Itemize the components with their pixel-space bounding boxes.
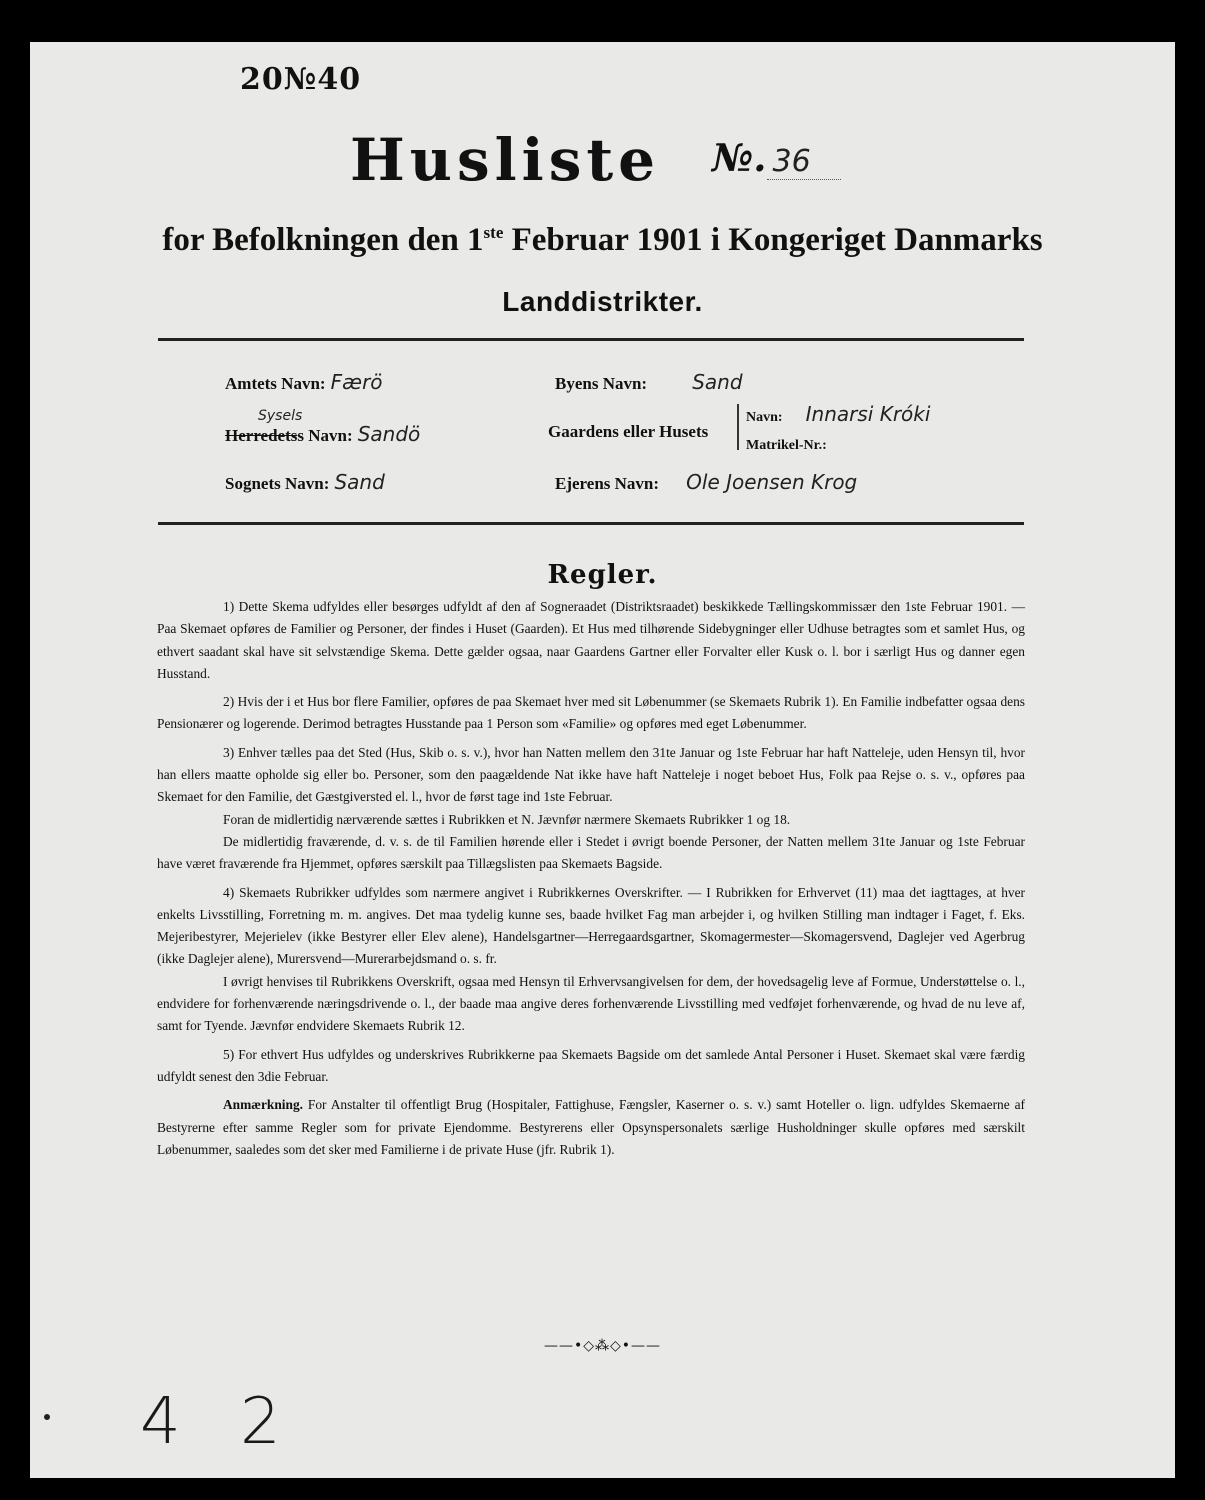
list-number-handwritten: 36 (767, 144, 841, 180)
sogn-value: Sand (334, 470, 385, 494)
page-title: Husliste (350, 126, 661, 194)
ejer-field (555, 470, 857, 494)
herred-value: Sandö (357, 422, 421, 446)
subtitle-post: Februar 1901 i Kongeriget Danmarks (503, 222, 1043, 258)
divider-bottom (158, 522, 1024, 525)
rules-body (157, 596, 1025, 1167)
subtitle-pre: for Befolkningen den 1 (162, 222, 484, 258)
note (157, 1094, 1025, 1161)
by-label: Byens Navn: (555, 374, 648, 393)
gaard-navn-label: Navn: (746, 410, 783, 425)
district-type: Landdistrikter. (502, 286, 703, 317)
list-number-prefix: №. (712, 135, 767, 180)
amt-label: Amtets Navn: (225, 374, 326, 393)
gaard-label: Gaardens eller Husets (548, 422, 709, 441)
ejer-value: Ole Joensen Krog (686, 470, 858, 494)
amt-value: Færö (330, 370, 383, 394)
rule-2: 2) Hvis der i et Hus bor flere Familier, opføres de paa Skemaet hver med sit Løbenummer (se Skemaets Rubrik 1). En Familie indbefatter ogsaa dens Pensionærer og logerende. Derimod betragtes Husstande paa 1 Person som «Familie» og opføres med eget Løbenummer. (157, 694, 1025, 732)
herred-label-struck: Herredets (225, 426, 298, 445)
rule-4b: I øvrigt henvises til Rubrikkens Overskrift, ogsaa med Hensyn til Erhvervsangivelsen for dem, der hovedsagelig leve af Formue, Understøttelse o. l., endvidere for forhenværende næringsdrivende o. l., der baade maa angive deres forhenværende Livsstilling med vedføjet forhenværende, og hvad de nu leve af, samt for Tyende. Jævnfør endvidere Skemaets Rubrik 12. (157, 973, 1025, 1034)
gaard-field (548, 422, 708, 442)
handwritten-number-right: 2 (240, 1385, 281, 1459)
by-field (555, 370, 743, 394)
gaard-brace (737, 404, 739, 450)
rule-5: 5) For ethvert Hus udfyldes og underskrives Rubrikkerne paa Skemaets Bagside om det samlede Antal Personer i Huset. Skemaet skal være færdig udfyldt senest den 3die Februar. (157, 1046, 1025, 1084)
note-text: For Anstalter til offentligt Brug (Hospitaler, Fattighuse, Fængsler, Kaserner o. s. v.) samt Hoteller o. lign. udfyldes Skemaerne af Bestyrerne efter samme Regler som for private Ejendomme. Bestyrerens eller Opsynspersonalets særlige Husholdninger skulle opføres med særskilt Løbenummer, saaledes som det sker med Familierne i de private Huse (jfr. Rubrik 1). (157, 1097, 1025, 1157)
ejer-label: Ejerens Navn: (555, 474, 660, 493)
herred-insert-text: Sysels (258, 408, 303, 424)
archive-stamp: 20№40 (240, 62, 362, 97)
subtitle (0, 222, 1205, 259)
gaard-matr-field (746, 434, 827, 454)
rule-3c: De midlertidig fraværende, d. v. s. de til Familien hørende eller i Stedet i øvrigt boende Personer, der Natten mellem 31te Januar og 1ste Februar have været fraværende fra Hjemmet, opføres særskilt paa Tillægslisten paa Skemaets Bagside. (157, 833, 1025, 872)
sogn-field (225, 470, 385, 494)
gaard-matr-label: Matrikel-Nr.: (746, 438, 827, 453)
by-value: Sand (692, 370, 743, 394)
sogn-label: Sognets Navn: (225, 474, 330, 493)
margin-dot (44, 1414, 50, 1420)
rule-1: 1) Dette Skema udfyldes eller besørges udfyldt af den af Sogneraadet (Distriktsraadet) beskikkede Tællingskommissær den 1ste Februar 1901. — Paa Skemaet opføres de Familier og Personer, der findes i Huset (Gaarden). Et Hus med tilhørende Sidebygninger eller Udhuse betragtes som et samlet Hus, og ethvert saadant skal have sit selvstændige Skema. Dette gælder ogsaa, naar Gaardens Gartner eller Forvalter eller Kusk o. l. bor i særligt Hus og danner egen Husstand. (157, 599, 1025, 681)
gaard-navn-value: Innarsi Króki (805, 402, 931, 426)
rule-3a: 3) Enhver tælles paa det Sted (Hus, Skib o. s. v.), hvor han Natten mellem den 31te Januar og 1ste Februar har haft Natteleje, uden Hensyn til, hvor han ellers maatte opholde sig eller bo. Personer, som den paagældende Nat ikke have haft Natteleje i noget beboet Hus, Folk paa Rejse o. s. v., opføres paa Skemaet for den Familie, det Gæstgiversted el. l., hvor de først tage ind 1ste Februar. (157, 744, 1025, 805)
rule-3b: Foran de midlertidig nærværende sættes i Rubrikken et N. Jævnfør nærmere Skemaets Rubrikker 1 og 18. (223, 811, 791, 827)
list-number (712, 135, 841, 180)
gaard-navn-field (746, 402, 930, 426)
rules-heading: Regler. (547, 560, 658, 590)
handwritten-number-left: 4 (140, 1385, 181, 1459)
herred-label: s Navn: (297, 426, 353, 445)
herred-field (225, 422, 420, 446)
note-label: Anmærkning. (223, 1097, 303, 1113)
ornament-divider: ——•◇⁂◇•—— (543, 1338, 662, 1354)
rule-4a: 4) Skemaets Rubrikker udfyldes som nærmere angivet i Rubrikkernes Overskrifter. — I Rubrikken for Erhvervet (11) maa det iagttages, at hver enkelts Livsstilling, Forretning m. m. angives. Det maa tydelig kunne ses, baade hvilket Fag man arbejder i, og hvilken Stilling man indtager i Faget, f. Eks. Mejeribestyrer, Mejerielev (ikke Bestyrer eller Elev alene), Handelsgartner—Herregaardsgartner, Skomagermester—Skomagersvend, Daglejer ved Agerbrug (ikke Daglejer alene), Murersvend—Murerarbejdsmand o. s. fr. (157, 884, 1025, 967)
amt-field (225, 370, 383, 394)
subtitle-sup: ste (483, 223, 504, 242)
divider-top (158, 338, 1024, 341)
